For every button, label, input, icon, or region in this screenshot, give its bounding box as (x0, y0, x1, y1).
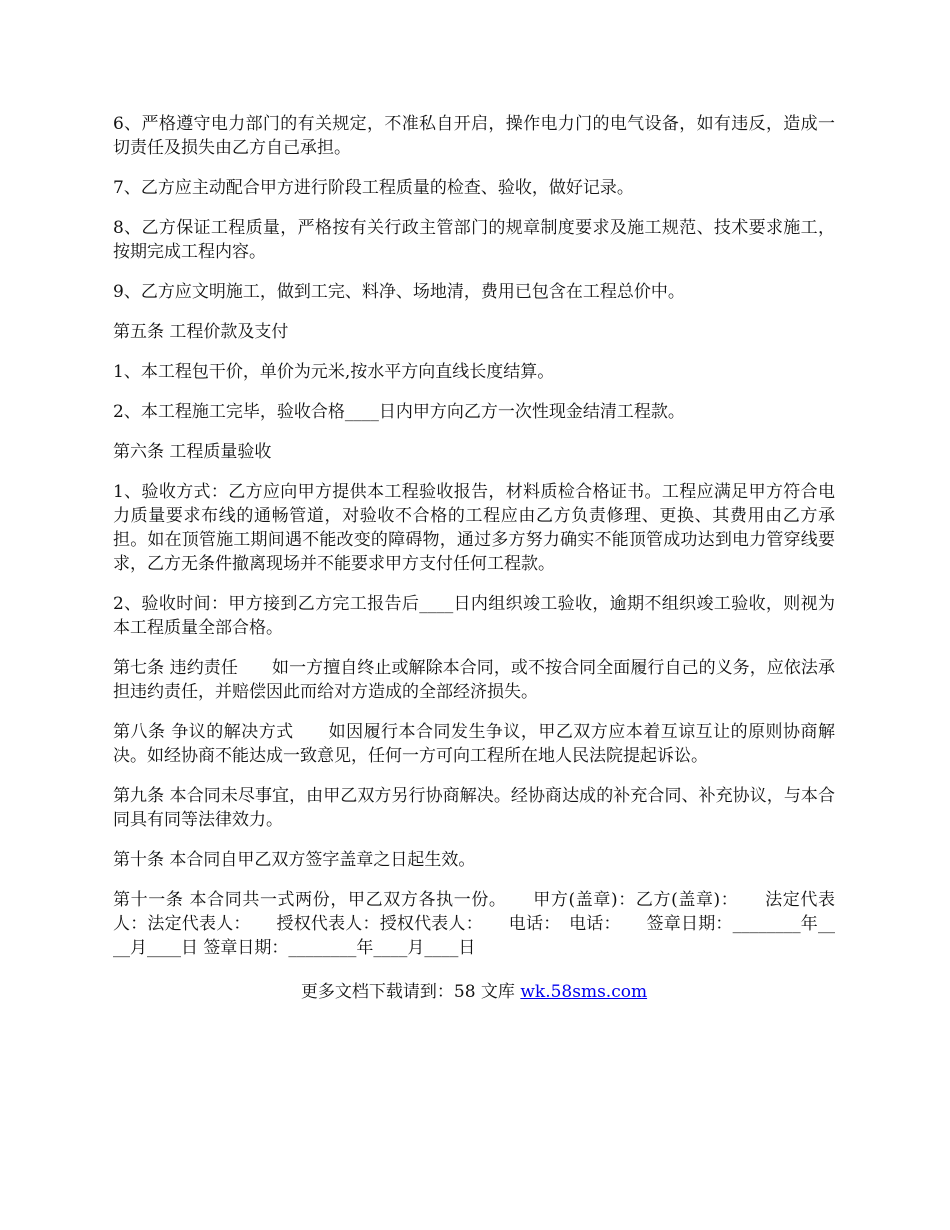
article-5-heading: 第五条 工程价款及支付 (113, 322, 289, 342)
article-5-item-2: 2、本工程施工完毕，验收合格____日内甲方向乙方一次性现金结清工程款。 (113, 402, 685, 422)
clause-9-civilized-construction: 9、乙方应文明施工，做到工完、料净、场地清，费用已包含在工程总价中。 (113, 282, 685, 302)
clause-8-quality-guarantee: 8、乙方保证工程质量，严格按有关行政主管部门的规章制度要求及施工规范、技术要求施工，按期完成工程内容。 (113, 218, 835, 262)
article-6-item-1: 1、验收方式：乙方应向甲方提供本工程验收报告，材料质检合格证书。工程应满足甲方符合电力质量要求布线的通畅管道，对验收不合格的工程应由乙方负责修理、更换、其费用由乙方承担。如在顶管施工期间遇不能改变的障碍物，通过多方努力确实不能顶管成功达到电力管穿线要求，乙方无条件撤离现场并不能要求甲方支付任何工程款。 (113, 482, 835, 574)
article-11-copies-signatures: 第十一条 本合同共一式两份，甲乙双方各执一份。 甲方(盖章)：乙方(盖章)： 法定代表人：法定代表人： 授权代表人：授权代表人： 电话： 电话： 签章日期：________年____月____日 签章日期：________年____月____日 (113, 890, 835, 958)
article-6-item-2: 2、验收时间：甲方接到乙方完工报告后____日内组织竣工验收，逾期不组织竣工验收，则视为本工程质量全部合格。 (113, 594, 835, 638)
article-8-disputes: 第八条 争议的解决方式 如因履行本合同发生争议，甲乙双方应本着互谅互让的原则协商解决。如经协商不能达成一致意见，任何一方可向工程所在地人民法院提起诉讼。 (113, 722, 835, 766)
article-9-supplement: 第九条 本合同未尽事宜，由甲乙双方另行协商解决。经协商达成的补充合同、补充协议，与本合同具有同等法律效力。 (113, 786, 835, 830)
footer-prefix: 更多文档下载请到：58 文库 (300, 982, 521, 1002)
document-page (113, 112, 835, 1004)
article-5-item-1: 1、本工程包干价，单价为元米,按水平方向直线长度结算。 (113, 362, 555, 382)
download-footer (113, 980, 835, 1004)
clause-7-quality-inspection: 7、乙方应主动配合甲方进行阶段工程质量的检查、验收，做好记录。 (113, 178, 634, 198)
footer-link[interactable]: wk.58sms.com (520, 982, 648, 1002)
clause-6-electric-safety: 6、严格遵守电力部门的有关规定，不准私自开启，操作电力门的电气设备，如有违反，造成一切责任及损失由乙方自己承担。 (113, 114, 835, 158)
article-10-effective: 第十条 本合同自甲乙双方签字盖章之日起生效。 (113, 850, 476, 870)
article-6-heading: 第六条 工程质量验收 (113, 442, 272, 462)
article-7-breach: 第七条 违约责任 如一方擅自终止或解除本合同，或不按合同全面履行自己的义务，应依法承担违约责任，并赔偿因此而给对方造成的全部经济损失。 (113, 658, 835, 702)
